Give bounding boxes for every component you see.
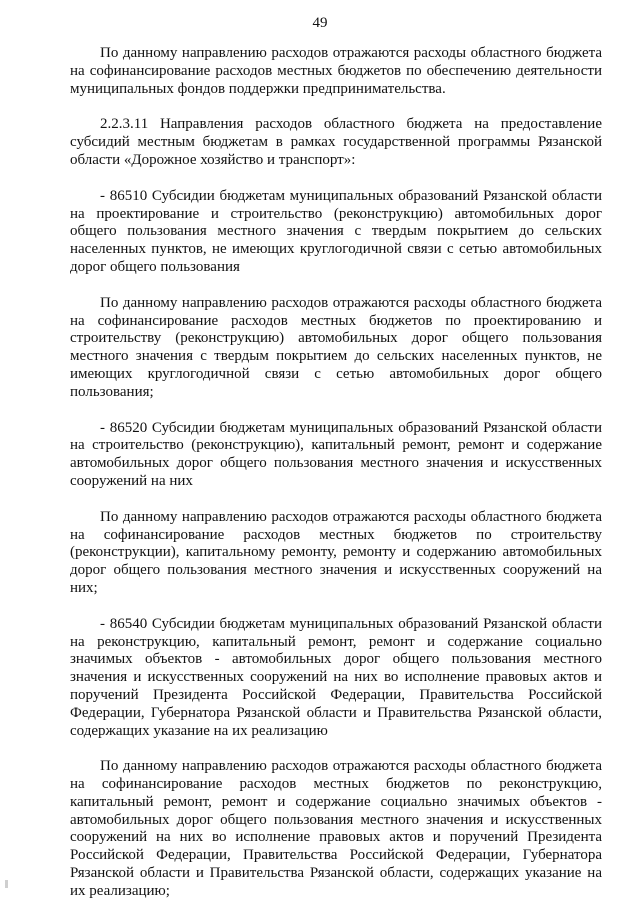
- paragraph-86520-description: По данному направлению расходов отражаются расходы областного бюджета на софинансирование расходов местных бюджетов по строительству (реконструкции), капитальному ремонту, ремонту и содержанию автомобильных дорог общего пользования местного значения и искусственных сооружений на них;: [70, 508, 602, 596]
- document-body: [70, 45, 602, 919]
- paragraph-code-86540: - 86540 Субсидии бюджетам муниципальных образований Рязанской области на реконструкцию, капитальный ремонт, ремонт и содержание социально значимых объектов - автомобильных дорог общего пользования местного значения и искусственных сооружений на них во исполнение правовых актов и поручений Президента Российской Федерации, Правительства Российской Федерации, Губернатора Рязанской области и Правительства Рязанской области, содержащих указание на их реализацию: [70, 615, 602, 739]
- paragraph-86510-description: По данному направлению расходов отражаются расходы областного бюджета на софинансирование расходов местных бюджетов по проектированию и строительству (реконструкцию) автомобильных дорог общего пользования местного значения с твердым покрытием до сельских населенных пунктов, не имеющих круглогодичной связи с сетью автомобильных дорог общего пользования;: [70, 294, 602, 400]
- paragraph-86540-description: По данному направлению расходов отражаются расходы областного бюджета на софинансирование расходов местных бюджетов по реконструкцию, капитальный ремонт, ремонт и содержание социально значимых объектов - автомобильных дорог общего пользования местного значения и искусственных сооружений на них во исполнение правовых актов и поручений Президента Российской Федерации, Правительства Российской Федерации, Губернатора Рязанской области и Правительства Рязанской области, содержащих указание на их реализацию;: [70, 758, 602, 899]
- paragraph-section-2-2-3-11: 2.2.3.11 Направления расходов областного бюджета на предоставление субсидий местным бюджетам в рамках государственной программы Рязанской области «Дорожное хозяйство и транспорт»:: [70, 116, 602, 168]
- paragraph-funds-support: По данному направлению расходов отражаются расходы областного бюджета на софинансирование расходов местных бюджетов по обеспечению деятельности муниципальных фондов поддержки предпринимательства.: [70, 45, 602, 97]
- page-number: 49: [312, 15, 328, 31]
- paragraph-code-86510: - 86510 Субсидии бюджетам муниципальных образований Рязанской области на проектирование и строительство (реконструкцию) автомобильных дорог общего пользования местного значения с твердым покрытием до сельских населенных пунктов, не имеющих круглогодичной связи с сетью автомобильных дорог общего пользования: [70, 187, 602, 275]
- scan-artifact: [5, 880, 8, 888]
- paragraph-code-86520: - 86520 Субсидии бюджетам муниципальных образований Рязанской области на строительство (реконструкцию), капитальный ремонт, ремонт и содержание автомобильных дорог общего пользования местного значения и искусственных сооружений на них: [70, 419, 602, 489]
